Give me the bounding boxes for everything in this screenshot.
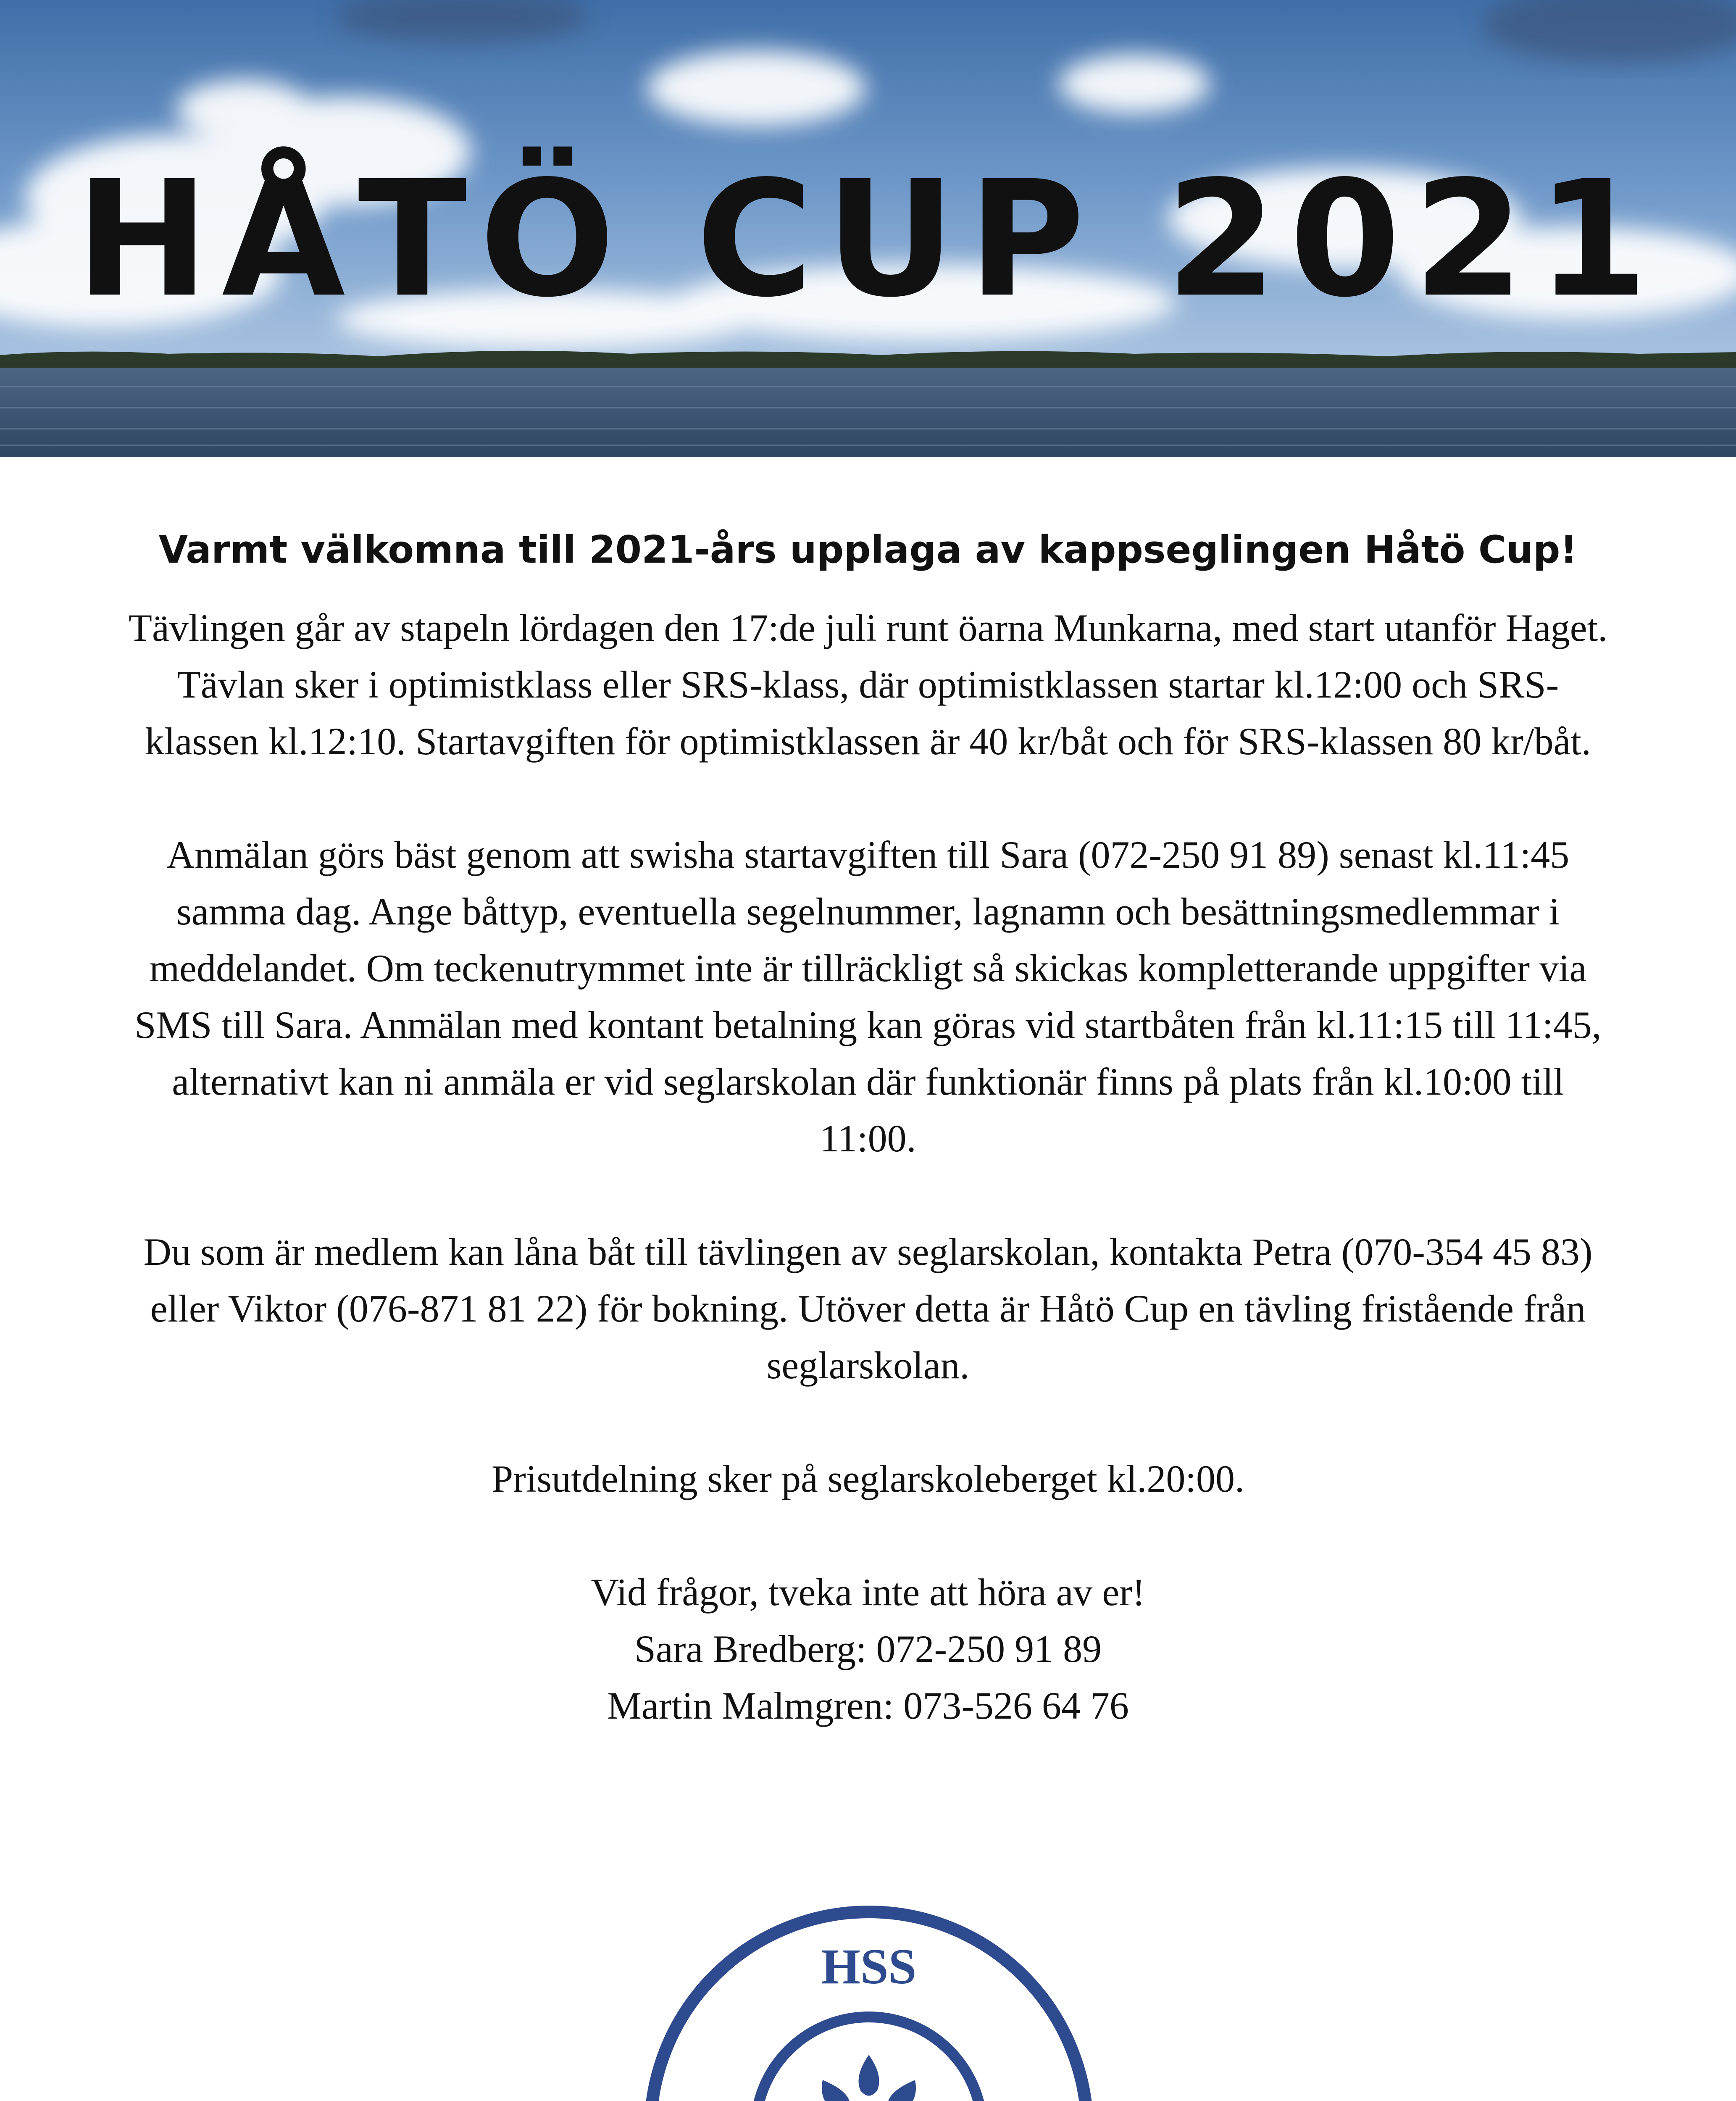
paragraph-boat-loan: Du som är medlem kan låna båt till tävlingen av seglarskolan, kontakta Petra (070-354 45 83) eller Viktor (076-871 81 22) för bokning. Utöver detta är Håtö Cup en tävling fristående från seglarskolan.: [143, 1230, 1593, 1387]
paragraph-race-info: Tävlingen går av stapeln lördagen den 17:de juli runt öarna Munkarna, med start utanför Haget. Tävlan sker i optimistklass eller SRS-klass, där optimistklassen startar kl.12:00 och SRS-klassen kl.12:10. Startavgiften för optimistklassen är 40 kr/båt och för SRS-klassen 80 kr/båt.: [128, 606, 1608, 763]
paragraph-registration: Anmälan görs bäst genom att swisha startavgiften till Sara (072-250 91 89) senast kl.11:45 samma dag. Ange båttyp, eventuella segelnummer, lagnamn och besättningsmedlemmar i meddelandet. Om teckenutrymmet inte är tillräckligt så skickas kompletterande uppgifter via SMS till Sara. Anmälan med kontant betalning kan göras vid startbåten från kl.11:15 till 11:45, alternativt kan ni anmäla er vid seglarskolan där funktionär finns på plats från kl.10:00 till 11:00.: [134, 833, 1602, 1160]
contact-line-martin: Martin Malmgren: 073-526 64 76: [607, 1684, 1129, 1727]
contact-line-sara: Sara Bredberg: 072-250 91 89: [634, 1627, 1102, 1670]
contact-block: [126, 1564, 1610, 1734]
paragraph-prize-ceremony: Prisutdelning sker på seglarskoleberget kl.20:00.: [492, 1457, 1244, 1500]
banner-title: HÅTÖ CUP 2021: [75, 146, 1661, 332]
welcome-heading: Varmt välkomna till 2021-års upplaga av kappseglingen Håtö Cup!: [158, 528, 1578, 572]
logo-abbreviation: HSS: [821, 1938, 917, 1994]
contact-question: Vid frågor, tveka inte att höra av er!: [591, 1571, 1145, 1614]
club-logo: [638, 1899, 1100, 2101]
header-banner: [0, 0, 1736, 457]
main-content: [126, 525, 1610, 1734]
hss-seal-icon: [638, 1899, 1100, 2101]
